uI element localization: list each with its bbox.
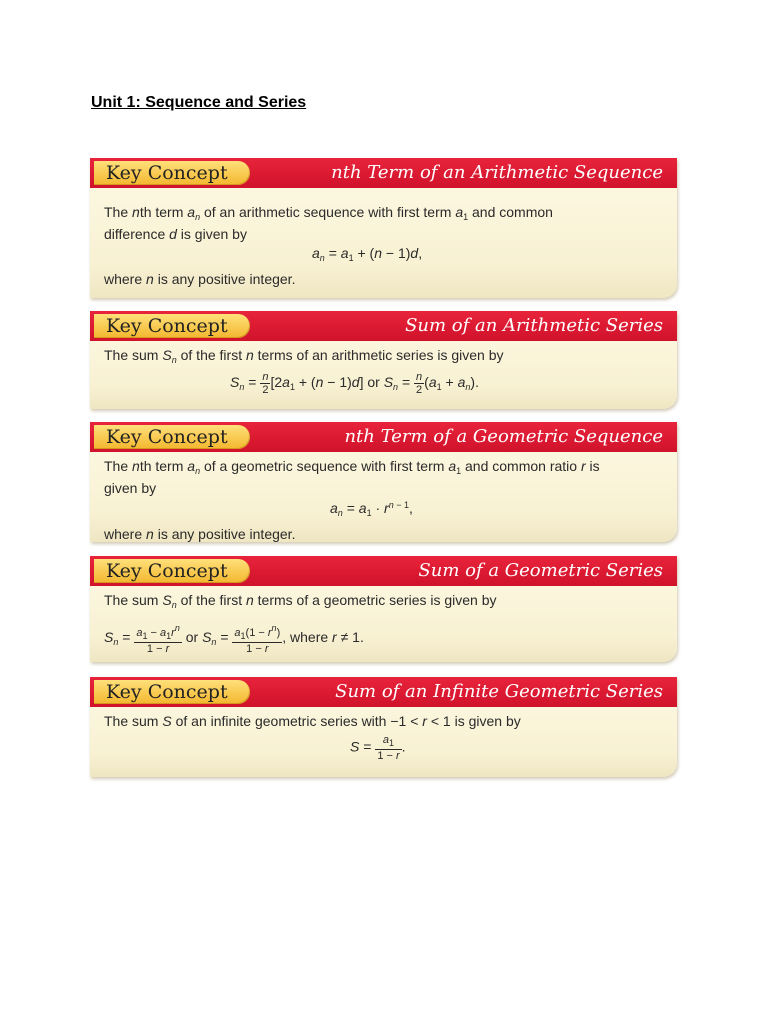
footer-line: where n is any positive integer.: [104, 526, 296, 542]
formula: $S_n$ = $\frac{n}{2}$ $[2a_1 + (n - 1)d]$ or $S_n$ = $\frac{n}{2}$ $(a_1 + a_n)$.: [230, 371, 479, 396]
key-concept-card-arithmetic-nth-term: [90, 158, 677, 298]
page-title: Unit 1: Sequence and Series: [91, 94, 307, 111]
key-concept-card-geometric-sum: [90, 556, 677, 662]
definition-line-2: difference d is given by: [104, 226, 247, 242]
card-header-band: [90, 422, 677, 452]
definition-line-1: The sum $S_n$ of the first n terms of a geometric series is given by: [104, 592, 497, 610]
key-concept-tab: Key Concept: [94, 314, 250, 338]
card-body: [90, 341, 677, 396]
key-concept-tab: Key Concept: [94, 425, 250, 449]
card-body: [90, 707, 677, 762]
definition-line-1: The nth term $a_n$ of a geometric sequence with first term $a_1$ and common ratio r is: [104, 458, 600, 476]
formula: $a_n = a_1 \cdot r^{n - 1}$,: [330, 500, 413, 518]
definition-line-1: The sum S of an infinite geometric series with −1 < r < 1 is given by: [104, 713, 521, 729]
formula: $a_n = a_1 + (n - 1)d$,: [312, 245, 423, 263]
card-body: [90, 188, 677, 288]
definition-line-1: The sum $S_n$ of the first n terms of an arithmetic series is given by: [104, 347, 504, 365]
key-concept-tab: Key Concept: [94, 559, 250, 583]
card-heading: nth Term of an Arithmetic Sequence: [331, 162, 663, 183]
formula: S = $\frac{a_1}{1 - r}$ .: [350, 734, 406, 762]
card-header-band: [90, 677, 677, 707]
definition-line-2: given by: [104, 480, 157, 496]
card-heading: nth Term of a Geometric Sequence: [344, 426, 663, 447]
card-heading: Sum of an Infinite Geometric Series: [335, 681, 663, 702]
key-concept-card-infinite-geometric-sum: [90, 677, 677, 777]
card-heading: Sum of a Geometric Series: [418, 560, 663, 581]
card-body: [90, 452, 677, 542]
key-concept-card-geometric-nth-term: [90, 422, 677, 542]
footer-line: where n is any positive integer.: [104, 271, 296, 287]
formula: $S_n$ = $\frac{a_1 - a_1r^n}{1 - r}$ or $S_n$ = $\frac{a_1(1 - r^n)}{1 - r}$ , where r ≠ 1.: [104, 623, 364, 655]
card-header-band: [90, 158, 677, 188]
key-concept-tab: Key Concept: [94, 680, 250, 704]
card-header-band: [90, 311, 677, 341]
key-concept-tab: Key Concept: [94, 161, 250, 185]
key-concept-card-arithmetic-sum: [90, 311, 677, 409]
card-heading: Sum of an Arithmetic Series: [405, 315, 663, 336]
definition-line-1: The nth term $a_n$ of an arithmetic sequence with first term $a_1$ and common: [104, 204, 553, 222]
card-header-band: [90, 556, 677, 586]
card-body: [90, 586, 677, 655]
